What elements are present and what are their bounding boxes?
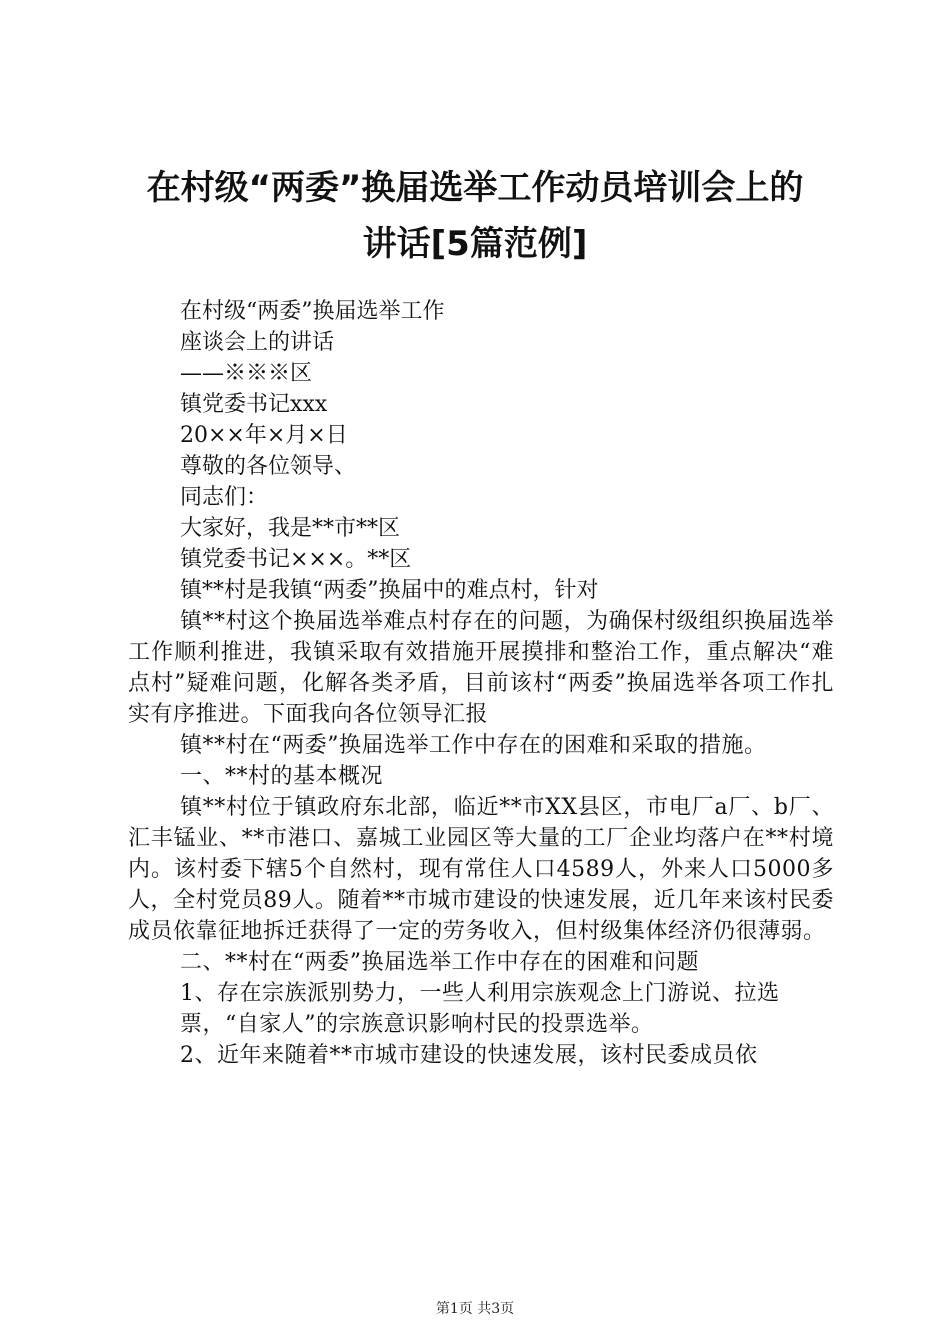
body-line: 镇党委书记×××。**区 <box>180 547 412 572</box>
body-line: 大家好，我是**市**区 <box>180 516 401 541</box>
body-line: 镇党委书记xxx <box>180 392 328 417</box>
body-paragraph: 2、近年来随着**市城市建设的快速发展，该村民委成员依 <box>180 1043 758 1068</box>
section-heading: 二、**村在“两委”换届选举工作中存在的困难和问题 <box>180 950 699 975</box>
body-line: ——※※※区 <box>180 361 313 386</box>
body-line: 尊敬的各位领导、 <box>180 454 357 479</box>
body-line: 同志们： <box>180 485 269 510</box>
body-line: 在村级“两委”换届选举工作 <box>180 299 445 324</box>
title-line-1: 在村级“两委”换届选举工作动员培训会上的 <box>146 168 804 208</box>
document-title <box>100 160 850 272</box>
body-paragraph: 镇**村在“两委”换届选举工作中存在的困难和采取的措施。 <box>180 733 767 758</box>
section-heading: 一、**村的基本概况 <box>180 764 384 789</box>
body-line: 20××年×月×日 <box>180 423 348 448</box>
document-body <box>128 296 834 1071</box>
body-paragraph: 镇**村这个换届选举难点村存在的问题，为确保村级组织换届选举工作顺利推进，我镇采取有效措施开展摸排和整治工作，重点解决“难点村”疑难问题，化解各类矛盾，目前该村“两委”换届选举各项工作扎实有序推进。下面我向各位领导汇报 <box>128 609 834 727</box>
body-paragraph: 1、存在宗族派别势力，一些人利用宗族观念上门游说、拉选 <box>180 981 780 1006</box>
body-paragraph: 镇**村位于镇政府东北部，临近**市XX县区，市电厂a厂、b厂、汇丰锰业、**市港口、嘉城工业园区等大量的工厂企业均落户在**村境内。该村委下辖5个自然村，现有常住人口4589人，外来人口5000多人，全村党员89人。随着**市城市建设的快速发展，近几年来该村民委成员依靠征地拆迁获得了一定的劳务收入，但村级集体经济仍很薄弱。 <box>128 795 834 944</box>
page-footer: 第1页 共3页 <box>435 1301 515 1317</box>
title-line-2: 讲话[5篇范例] <box>362 224 588 264</box>
body-paragraph: 票，“自家人”的宗族意识影响村民的投票选举。 <box>180 1012 654 1037</box>
body-line: 座谈会上的讲话 <box>180 330 335 355</box>
body-line: 镇**村是我镇“两委”换届中的难点村，针对 <box>180 578 599 603</box>
